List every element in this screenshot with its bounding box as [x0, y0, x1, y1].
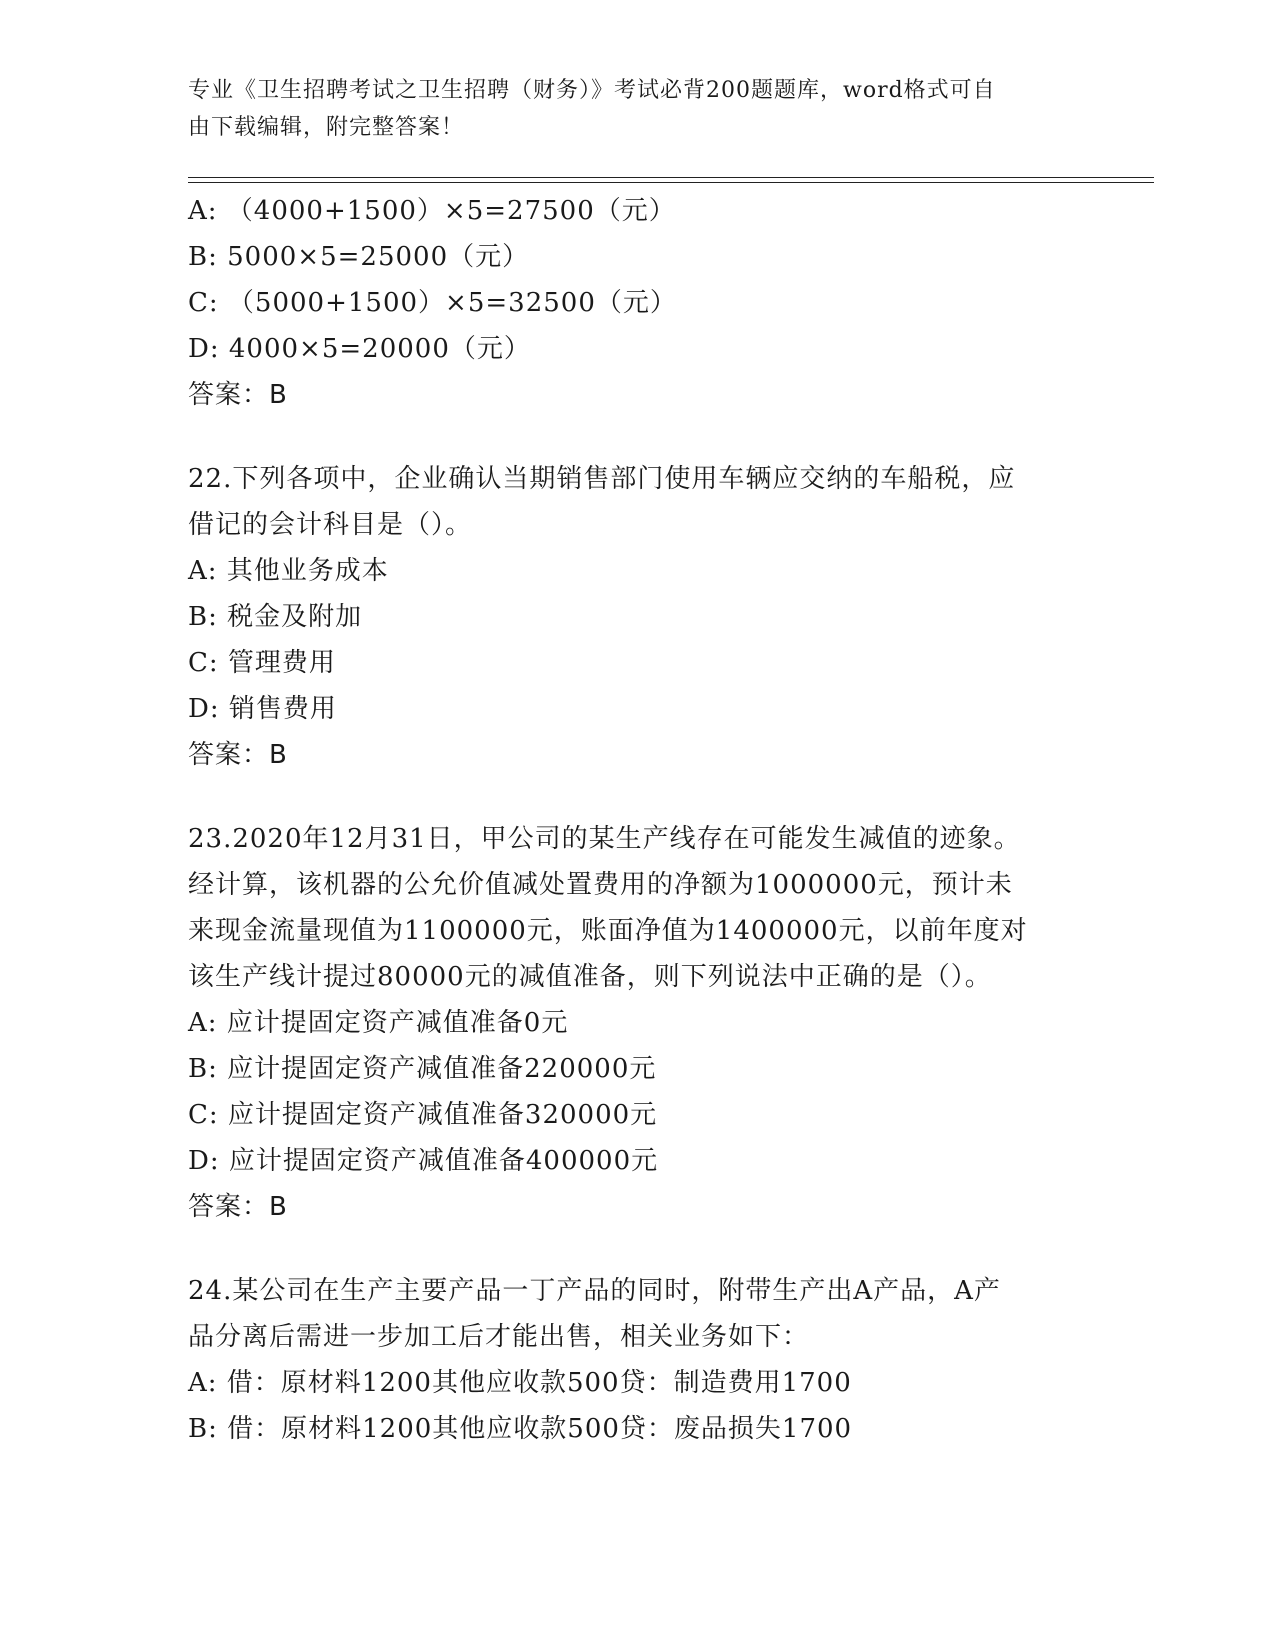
option-d: D: 4000×5=20000（元）	[188, 334, 531, 364]
question-21	[188, 188, 1088, 418]
answer: 答案：B	[188, 380, 288, 410]
question-stem: 来现金流量现值为1100000元，账面净值为1400000元，以前年度对	[188, 916, 1028, 946]
question-stem: 22.下列各项中，企业确认当期销售部门使用车辆应交纳的车船税，应	[188, 464, 1016, 494]
option-d: D: 应计提固定资产减值准备400000元	[188, 1146, 659, 1176]
option-a: A: 其他业务成本	[188, 556, 389, 586]
question-24	[188, 1268, 1088, 1452]
header-line-1: 专业《卫生招聘考试之卫生招聘（财务）》考试必背200题题库，word格式可自	[188, 78, 996, 103]
option-c: C: （5000+1500）×5=32500（元）	[188, 288, 677, 318]
question-stem: 借记的会计科目是（）。	[188, 510, 473, 540]
header-divider-bottom	[188, 182, 1154, 183]
question-stem: 23.2020年12月31日，甲公司的某生产线存在可能发生减值的迹象。	[188, 824, 1021, 854]
option-b: B: 应计提固定资产减值准备220000元	[188, 1054, 657, 1084]
option-d: D: 销售费用	[188, 694, 337, 724]
option-b: B: 借：原材料1200其他应收款500贷：废品损失1700	[188, 1414, 853, 1444]
document-body	[188, 188, 1088, 1452]
header-divider-top	[188, 177, 1154, 178]
question-stem: 品分离后需进一步加工后才能出售，相关业务如下：	[188, 1322, 810, 1352]
option-a: A: 应计提固定资产减值准备0元	[188, 1008, 569, 1038]
question-22	[188, 456, 1088, 778]
question-stem: 该生产线计提过80000元的减值准备，则下列说法中正确的是（）。	[188, 962, 992, 992]
option-a: A: （4000+1500）×5=27500（元）	[188, 196, 676, 226]
option-c: C: 管理费用	[188, 648, 336, 678]
answer: 答案：B	[188, 740, 288, 770]
option-b: B: 5000×5=25000（元）	[188, 242, 530, 272]
answer: 答案：B	[188, 1192, 288, 1222]
question-stem: 24.某公司在生产主要产品一丁产品的同时，附带生产出A产品，A产	[188, 1276, 1001, 1306]
option-a: A: 借：原材料1200其他应收款500贷：制造费用1700	[188, 1368, 852, 1398]
header-line-2: 由下载编辑，附完整答案！	[188, 115, 465, 140]
option-b: B: 税金及附加	[188, 602, 363, 632]
document-header	[188, 72, 1068, 146]
question-stem: 经计算，该机器的公允价值减处置费用的净额为1000000元，预计未	[188, 870, 1013, 900]
question-23	[188, 816, 1088, 1230]
option-c: C: 应计提固定资产减值准备320000元	[188, 1100, 658, 1130]
